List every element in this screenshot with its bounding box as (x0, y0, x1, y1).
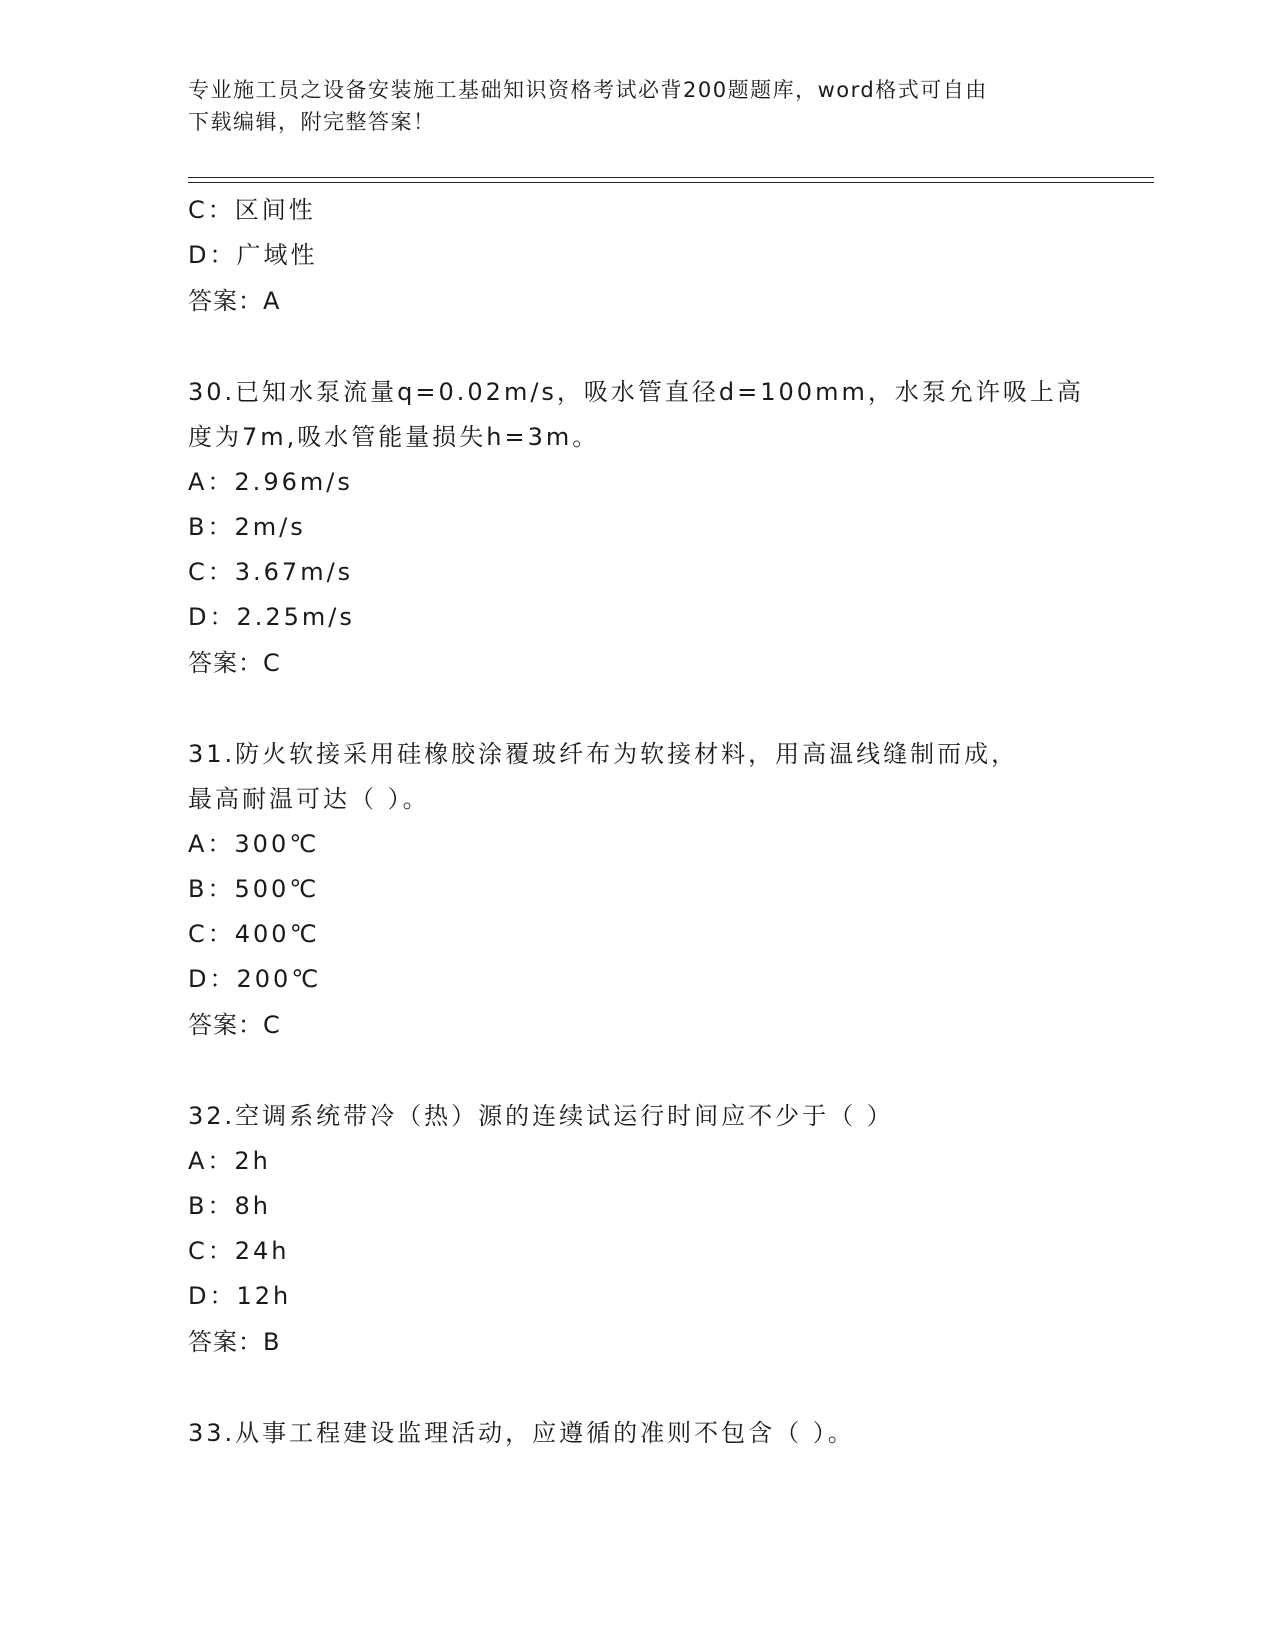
option-line: C：3.67m/s (188, 558, 354, 586)
question-text: 32.空调系统带冷（热）源的连续试运行时间应不少于（ ） (188, 1102, 894, 1130)
question-text: 最高耐温可达（ ）。 (188, 785, 430, 813)
header-divider-bottom (188, 182, 1154, 183)
question-text: 33.从事工程建设监理活动，应遵循的准则不包含（ ）。 (188, 1419, 855, 1447)
option-line: B：8h (188, 1192, 271, 1220)
document-header (188, 74, 1068, 138)
option-line: D：12h (188, 1282, 292, 1310)
answer-line: 答案：A (188, 287, 281, 315)
question-text: 度为7m,吸水管能量损失h=3m。 (188, 423, 600, 451)
option-line: D：200℃ (188, 965, 322, 993)
answer-line: 答案：C (188, 1011, 281, 1039)
question-text: 31.防火软接采用硅橡胶涂覆玻纤布为软接材料，用高温线缝制而成， (188, 740, 1019, 768)
answer-line: 答案：C (188, 649, 281, 677)
answer-line: 答案：B (188, 1328, 281, 1356)
option-line: B：500℃ (188, 875, 320, 903)
header-line-2: 下载编辑，附完整答案！ (188, 110, 436, 134)
option-line: A：2.96m/s (188, 468, 353, 496)
header-line-1: 专业施工员之设备安装施工基础知识资格考试必背200题题库，word格式可自由 (188, 78, 988, 102)
option-line: C：区间性 (188, 196, 316, 224)
option-line: A：300℃ (188, 830, 320, 858)
header-divider-top (188, 177, 1154, 178)
option-line: D：2.25m/s (188, 603, 355, 631)
option-line: B：2m/s (188, 513, 306, 541)
option-line: C：24h (188, 1237, 290, 1265)
option-line: A：2h (188, 1147, 271, 1175)
question-text: 30.已知水泵流量q=0.02m/s，吸水管直径d=100mm，水泵允许吸上高 (188, 378, 1084, 406)
option-line: C：400℃ (188, 920, 320, 948)
option-line: D：广域性 (188, 241, 318, 269)
